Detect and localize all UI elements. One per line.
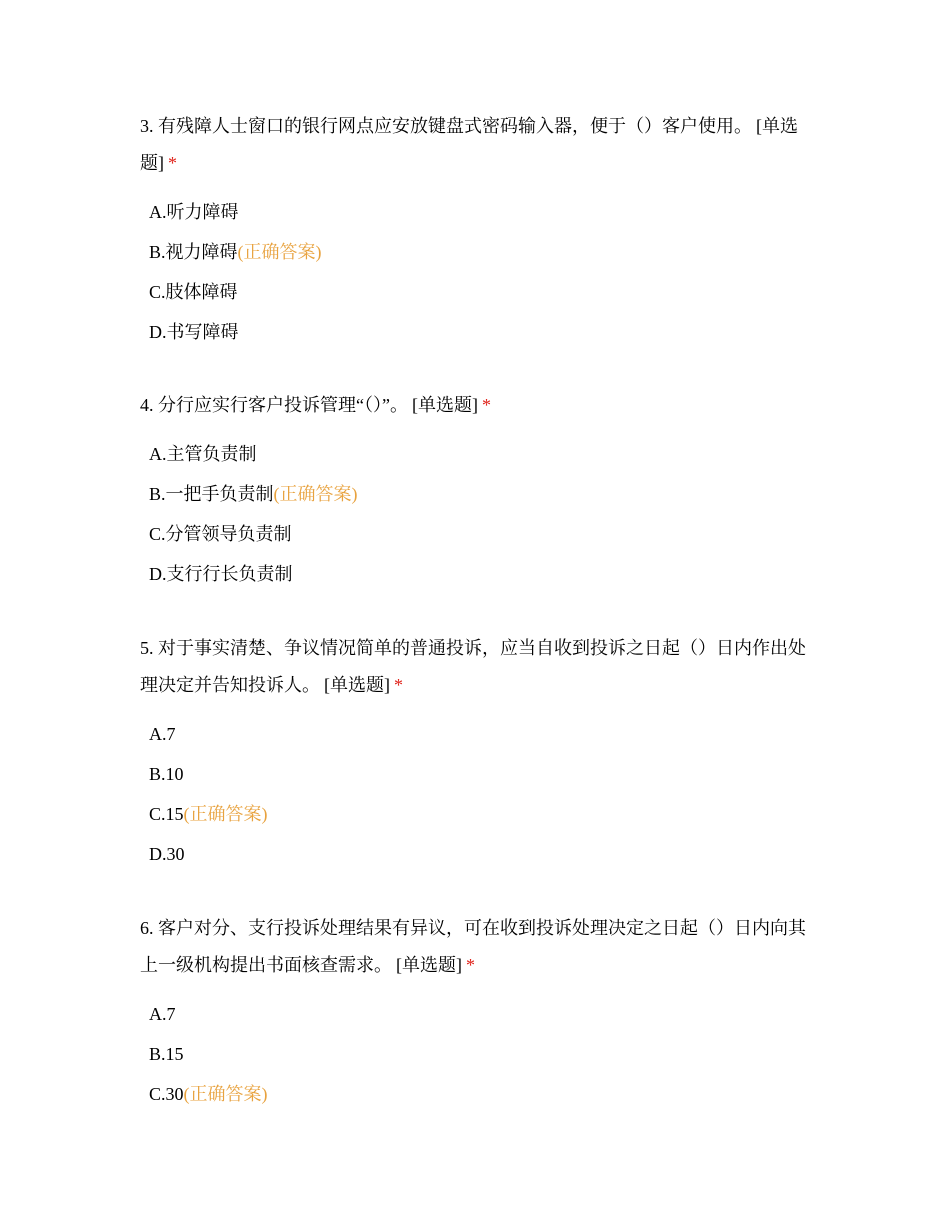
correct-answer-mark: (正确答案): [183, 804, 268, 824]
question-6: [140, 910, 815, 1114]
question-text: [140, 387, 815, 424]
option-label: C.15: [149, 804, 184, 824]
question-4: [140, 387, 815, 594]
option-c: [149, 272, 815, 312]
option-label: C.肢体障碍: [149, 282, 238, 302]
required-asterisk: *: [168, 153, 177, 173]
option-label: D.支行行长负责制: [149, 564, 293, 584]
question-type-tag: [单选题]: [411, 395, 478, 415]
option-c: [149, 794, 815, 834]
option-c: [149, 1074, 815, 1114]
option-label: D.书写障碍: [149, 322, 239, 342]
correct-answer-mark: (正确答案): [237, 242, 322, 262]
question-type-tag: [单选题]: [324, 675, 390, 695]
option-a: [149, 994, 815, 1034]
option-b: [149, 754, 815, 794]
question-text: [140, 630, 815, 704]
question-number: 4.: [140, 395, 154, 415]
required-asterisk: *: [394, 675, 403, 695]
option-b: [149, 232, 815, 272]
option-label: C.30: [149, 1084, 184, 1104]
correct-answer-mark: (正确答案): [273, 484, 358, 504]
option-c: [149, 514, 815, 554]
required-asterisk: *: [466, 955, 475, 975]
option-b: [149, 474, 815, 514]
question-number: 3.: [140, 116, 154, 136]
question-text: [140, 108, 815, 182]
question-stem: 客户对分、支行投诉处理结果有异议，可在收到投诉处理决定之日起（）日内向其上一级机构提出书面核查需求。: [140, 918, 806, 975]
question-number: 5.: [140, 638, 154, 658]
option-d: [149, 554, 815, 594]
option-b: [149, 1034, 815, 1074]
question-text: [140, 910, 815, 984]
option-label: D.30: [149, 844, 185, 864]
option-label: C.分管领导负责制: [149, 524, 292, 544]
option-label: B.10: [149, 764, 184, 784]
question-5: [140, 630, 815, 874]
question-type-tag: [单选题]: [140, 116, 798, 173]
option-label: B.视力障碍: [149, 242, 238, 262]
option-a: [149, 434, 815, 474]
option-label: A.主管负责制: [149, 444, 257, 464]
question-stem: 分行应实行客户投诉管理“（）”。: [158, 395, 408, 415]
option-list: [140, 192, 815, 352]
option-a: [149, 714, 815, 754]
required-asterisk: *: [481, 395, 491, 415]
option-label: A.7: [149, 724, 176, 744]
option-list: [140, 714, 815, 874]
option-label: A.听力障碍: [149, 202, 239, 222]
question-stem: 对于事实清楚、争议情况简单的普通投诉，应当自收到投诉之日起（）日内作出处理决定并告知投诉人。: [140, 638, 806, 695]
option-label: B.一把手负责制: [149, 484, 274, 504]
option-list: [140, 434, 815, 594]
question-3: [140, 108, 815, 352]
question-number: 6.: [140, 918, 154, 938]
option-d: [149, 312, 815, 352]
correct-answer-mark: (正确答案): [183, 1084, 268, 1104]
option-label: A.7: [149, 1004, 176, 1024]
question-type-tag: [单选题]: [396, 955, 462, 975]
option-label: B.15: [149, 1044, 184, 1064]
question-stem: 有残障人士窗口的银行网点应安放键盘式密码输入器，便于（）客户使用。: [158, 116, 752, 136]
option-list: [140, 994, 815, 1114]
option-d: [149, 834, 815, 874]
option-a: [149, 192, 815, 232]
